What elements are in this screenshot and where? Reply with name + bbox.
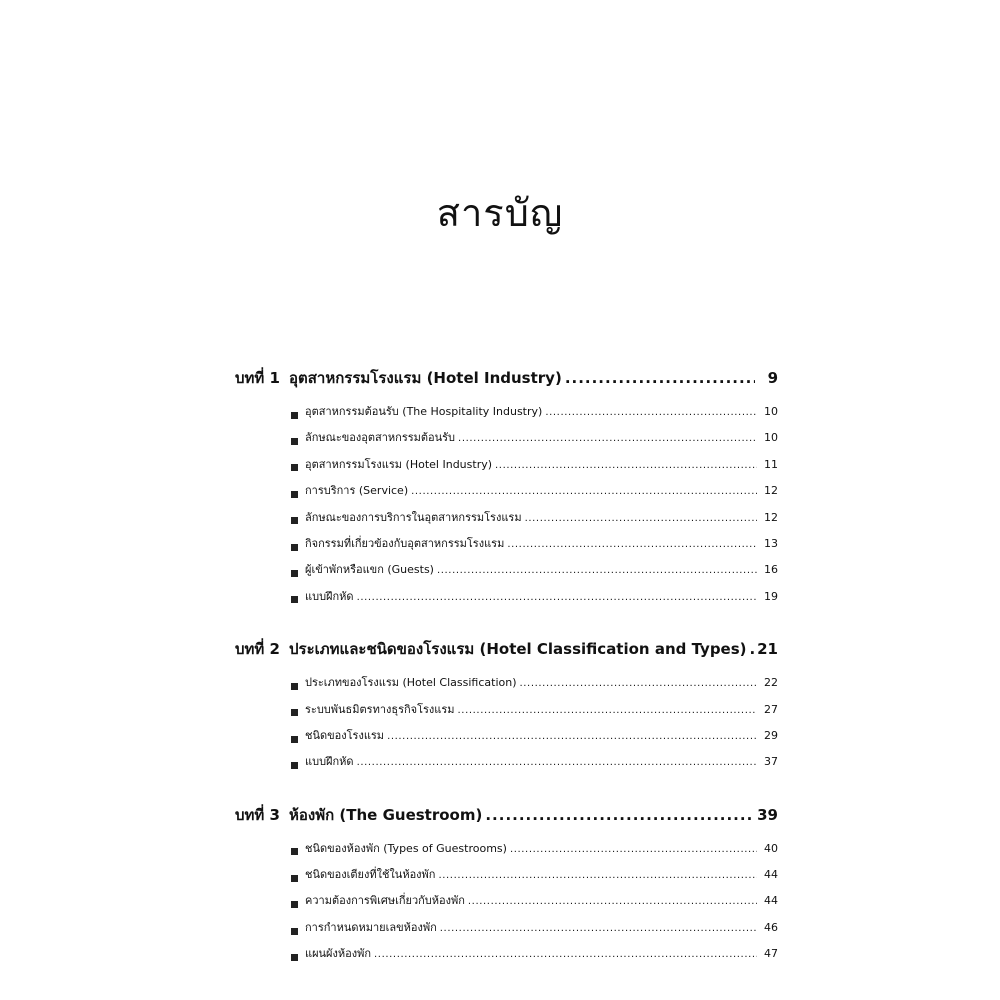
entry-title: การกำหนดหมายเลขห้องพัก xyxy=(305,920,437,934)
toc-entry[interactable] xyxy=(291,534,778,560)
square-bullet-icon xyxy=(291,464,298,471)
square-bullet-icon xyxy=(291,683,298,690)
chapter-page-number: 21 xyxy=(757,640,778,659)
chapter-title: ประเภทและชนิดของโรงแรม (Hotel Classification and Types) xyxy=(289,640,747,659)
dot-leader xyxy=(458,705,757,716)
toc-entry[interactable] xyxy=(291,839,778,865)
entry-page-number: 47 xyxy=(764,947,778,961)
dot-leader xyxy=(387,731,757,742)
dot-leader xyxy=(357,592,757,603)
entry-page-number: 22 xyxy=(764,676,778,690)
entry-page-number: 16 xyxy=(764,563,778,577)
toc-entry[interactable] xyxy=(291,918,778,944)
entry-page-number: 44 xyxy=(764,868,778,882)
table-of-contents xyxy=(235,366,778,971)
dot-leader xyxy=(750,640,755,658)
chapter-number: บทที่ 1 xyxy=(235,369,280,387)
square-bullet-icon xyxy=(291,875,298,882)
dot-leader xyxy=(525,513,757,524)
chapter-number: บทที่ 3 xyxy=(235,805,280,824)
entry-title: ระบบพันธมิตรทางธุรกิจโรงแรม xyxy=(305,702,455,716)
chapter-heading[interactable] xyxy=(235,803,778,835)
entry-page-number: 27 xyxy=(764,702,778,716)
toc-entry[interactable] xyxy=(291,944,778,970)
entry-title: ชนิดของเตียงที่ใช้ในห้องพัก xyxy=(305,868,436,882)
square-bullet-icon xyxy=(291,709,298,716)
entry-title: ประเภทของโรงแรม (Hotel Classification) xyxy=(305,676,517,690)
entry-page-number: 10 xyxy=(764,431,778,445)
dot-leader xyxy=(507,539,757,550)
chapter-title: ห้องพัก (The Guestroom) xyxy=(289,805,483,824)
square-bullet-icon xyxy=(291,928,298,935)
square-bullet-icon xyxy=(291,438,298,445)
dot-leader xyxy=(374,949,757,960)
entry-title: อุตสาหกรรมต้อนรับ (The Hospitality Industry) xyxy=(305,405,543,418)
page-title: สารบัญ xyxy=(436,191,564,236)
dot-leader xyxy=(438,870,757,881)
chapter-heading[interactable] xyxy=(235,366,778,398)
toc-entry[interactable] xyxy=(291,865,778,891)
entry-title: ชนิดของห้องพัก (Types of Guestrooms) xyxy=(305,841,507,855)
dot-leader xyxy=(510,844,757,855)
entry-page-number: 29 xyxy=(764,728,778,742)
square-bullet-icon xyxy=(291,596,298,603)
toc-entry[interactable] xyxy=(291,508,778,534)
square-bullet-icon xyxy=(291,517,298,524)
toc-entry[interactable] xyxy=(291,673,778,699)
toc-entry[interactable] xyxy=(291,428,778,454)
chapter-heading[interactable] xyxy=(235,637,778,669)
entry-title: แบบฝึกหัด xyxy=(305,589,354,603)
dot-leader xyxy=(485,806,754,824)
toc-entry[interactable] xyxy=(291,402,778,428)
entry-title: ผู้เข้าพักหรือแขก (Guests) xyxy=(305,563,434,577)
chapter-page-number: 9 xyxy=(767,369,778,387)
chapter-entries xyxy=(235,402,778,613)
entry-page-number: 10 xyxy=(764,405,778,418)
dot-leader xyxy=(357,757,757,768)
square-bullet-icon xyxy=(291,954,298,961)
toc-entry[interactable] xyxy=(291,560,778,586)
square-bullet-icon xyxy=(291,491,298,498)
toc-entry[interactable] xyxy=(291,455,778,481)
dot-leader xyxy=(411,486,757,497)
toc-entry[interactable] xyxy=(291,481,778,507)
dot-leader xyxy=(520,678,758,689)
entry-title: กิจกรรมที่เกี่ยวข้องกับอุตสาหกรรมโรงแรม xyxy=(305,536,505,550)
toc-entry[interactable] xyxy=(291,752,778,778)
toc-entry[interactable] xyxy=(291,700,778,726)
square-bullet-icon xyxy=(291,762,298,769)
chapter-1 xyxy=(235,366,778,613)
square-bullet-icon xyxy=(291,412,298,419)
entry-title: ลักษณะของอุตสาหกรรมต้อนรับ xyxy=(305,431,456,445)
entry-page-number: 46 xyxy=(764,920,778,934)
entry-page-number: 11 xyxy=(764,457,778,471)
square-bullet-icon xyxy=(291,736,298,743)
chapter-entries xyxy=(235,839,778,971)
entry-page-number: 12 xyxy=(764,484,778,498)
dot-leader xyxy=(468,896,757,907)
chapter-title: อุตสาหกรรมโรงแรม (Hotel Industry) xyxy=(289,369,562,387)
entry-page-number: 44 xyxy=(764,894,778,908)
square-bullet-icon xyxy=(291,544,298,551)
chapter-number: บทที่ 2 xyxy=(235,640,280,659)
entry-title: ความต้องการพิเศษเกี่ยวกับห้องพัก xyxy=(305,894,465,908)
entry-page-number: 12 xyxy=(764,510,778,524)
toc-entry[interactable] xyxy=(291,587,778,613)
entry-title: อุตสาหกรรมโรงแรม (Hotel Industry) xyxy=(305,457,493,471)
dot-leader xyxy=(458,433,757,444)
toc-entry[interactable] xyxy=(291,891,778,917)
dot-leader xyxy=(437,565,757,576)
entry-title: ชนิดของโรงแรม xyxy=(305,728,385,742)
entry-page-number: 40 xyxy=(764,841,778,855)
entry-page-number: 37 xyxy=(764,755,778,769)
chapter-page-number: 39 xyxy=(757,805,778,824)
entry-title: แบบฝึกหัด xyxy=(305,755,354,769)
entry-title: การบริการ (Service) xyxy=(305,484,409,498)
chapter-entries xyxy=(235,673,778,779)
chapter-2 xyxy=(235,637,778,779)
entry-title: แผนผังห้องพัก xyxy=(305,947,372,961)
chapter-3 xyxy=(235,803,778,971)
dot-leader xyxy=(440,923,757,934)
square-bullet-icon xyxy=(291,848,298,855)
entry-page-number: 19 xyxy=(764,589,778,603)
entry-title: ลักษณะของการบริการในอุตสาหกรรมโรงแรม xyxy=(305,510,522,524)
entry-page-number: 13 xyxy=(764,536,778,550)
dot-leader xyxy=(495,460,757,471)
toc-entry[interactable] xyxy=(291,726,778,752)
square-bullet-icon xyxy=(291,570,298,577)
square-bullet-icon xyxy=(291,901,298,908)
dot-leader xyxy=(565,369,755,387)
dot-leader xyxy=(545,407,757,418)
